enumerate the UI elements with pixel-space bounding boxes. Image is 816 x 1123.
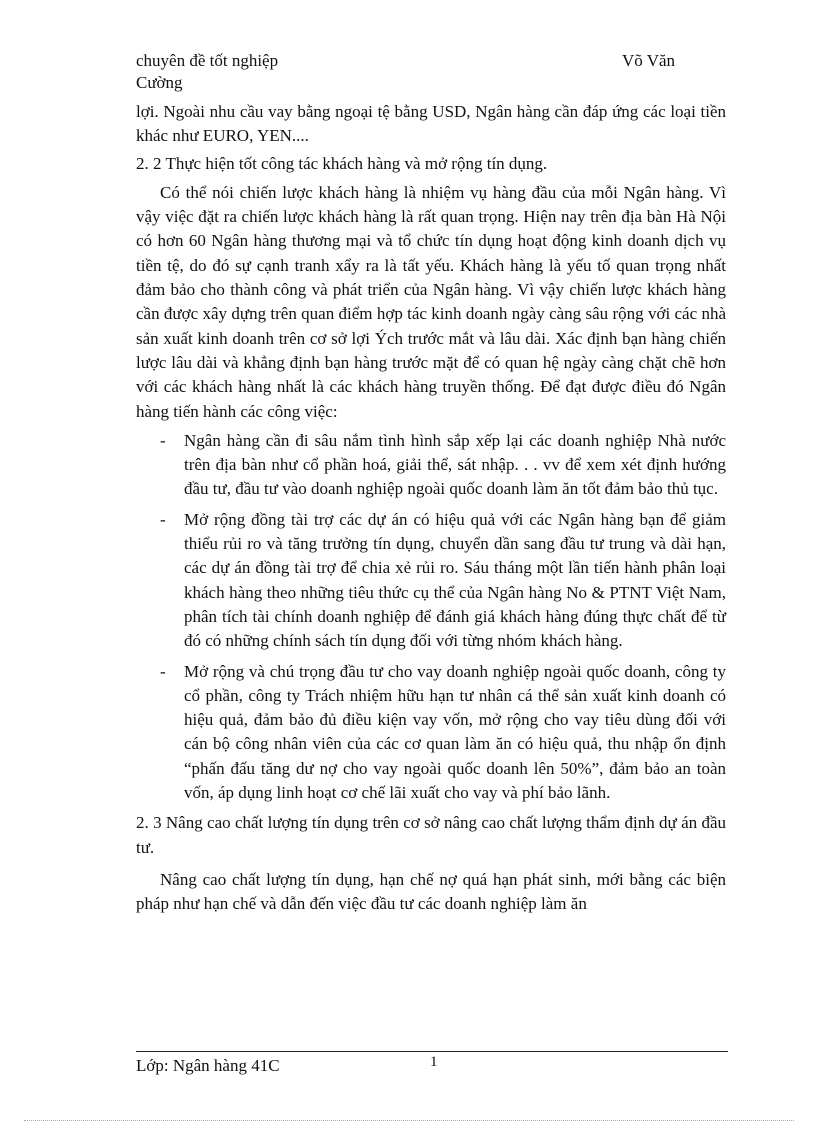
page-number: 1 bbox=[430, 1054, 438, 1070]
header-author: Võ Văn bbox=[622, 51, 676, 70]
header-author-continued: Cường bbox=[136, 73, 183, 92]
bullet-text: Mở rộng đồng tài trợ các dự án có hiệu quả với các Ngân hàng bạn để giảm thiểu rủi ro và tăng trưởng tín dụng, chuyển dần sang đầu tư trung và dài hạn, các dự án đồng tài trợ để chia xẻ rủi ro. Sáu tháng một lần tiến hành phân loại khách hàng theo những tiêu thức cụ thể của Ngân hàng No & PTNT Việt Nam, phân tích tài chính doanh nghiệp để đánh giá khách hàng đúng thực chất để từ đó có những chính sách tín dụng đối với từng nhóm khách hàng. bbox=[184, 509, 726, 651]
continued-paragraph: lợi. Ngoài nhu cầu vay bằng ngoại tệ bằng USD, Ngân hàng cần đáp ứng các loại tiền khác như EURO, YEN.... bbox=[136, 102, 726, 146]
bullet-item bbox=[136, 660, 726, 806]
bullet-dash: - bbox=[160, 661, 166, 681]
page-break-line bbox=[24, 1120, 794, 1121]
footer-class-label: Lớp: Ngân hàng 41C bbox=[136, 1056, 280, 1075]
header-topic: chuyên đề tốt nghiệp bbox=[136, 51, 279, 70]
bullet-dash: - bbox=[160, 430, 166, 450]
footer-divider bbox=[136, 1051, 728, 1052]
bullet-text: Ngân hàng cần đi sâu nắm tình hình sắp xếp lại các doanh nghiệp Nhà nước trên địa bàn như cổ phần hoá, giải thể, sát nhập. . . vv để xem xét định hướng đầu tư, đầu tư vào doanh nghiệp ngoài quốc doanh làm ăn tốt đảm bảo thủ tục. bbox=[184, 430, 726, 499]
paragraph-customer-strategy: Có thể nói chiến lược khách hàng là nhiệm vụ hàng đầu của mỗi Ngân hàng. Vì vậy việc đặt ra chiến lược khách hàng là rất quan trọng. Hiện nay trên địa bàn Hà Nội có hơn 60 Ngân hàng thương mại và tổ chức tín dụng hoạt động kinh doanh dịch vụ tiền tệ, do đó sự cạnh tranh xẩy ra là tất yếu. Khách hàng là yếu tố quan trọng nhất đảm bảo cho thành công và phát triển của Ngân hàng. Vì vậy chiến lược khách hàng cần được xây dựng trên quan điểm hợp tác kinh doanh ngày càng sâu rộng với các nhà sản xuất kinh doanh trên cơ sở lợi Ých trước mắt và lâu dài. Xác định bạn hàng chiến lược lâu dài và khẳng định bạn hàng trước mặt để có quan hệ ngày càng chặt chẽ hơn với các khách hàng nhất là các khách hàng truyền thống. Để đạt được điều đó Ngân hàng tiến hành các công việc: bbox=[136, 182, 726, 421]
bullet-item bbox=[136, 429, 726, 502]
bullet-text: Mở rộng và chú trọng đầu tư cho vay doanh nghiệp ngoài quốc doanh, công ty cổ phần, công ty Trách nhiệm hữu hạn tư nhân cá thể sản xuất kinh doanh có hiệu quả, đảm bảo đủ điều kiện vay vốn, mở rộng cho vay tiêu dùng đối với cán bộ công nhân viên của các cơ quan làm ăn có hiệu quả, thu nhập ổn định “phấn đấu tăng dư nợ cho vay ngoài quốc doanh lên 50%”, đảm bảo an toàn vốn, áp dụng linh hoạt cơ chế lãi xuất cho vay và phí bảo lãnh. bbox=[184, 661, 726, 803]
paragraph-credit-quality: Nâng cao chất lượng tín dụng, hạn chế nợ quá hạn phát sinh, mới bằng các biện pháp như hạn chế và dẫn đến việc đầu tư các doanh nghiệp làm ăn bbox=[136, 869, 726, 914]
bullet-list bbox=[136, 429, 726, 805]
section-heading-2-3: 2. 3 Nâng cao chất lượng tín dụng trên cơ sở nâng cao chất lượng thẩm định dự án đầu tư. bbox=[136, 813, 726, 857]
section-heading-2-2: 2. 2 Thực hiện tốt công tác khách hàng và mở rộng tín dụng. bbox=[136, 153, 548, 173]
bullet-item bbox=[136, 508, 726, 654]
page-body bbox=[136, 100, 726, 917]
bullet-dash: - bbox=[160, 509, 166, 529]
